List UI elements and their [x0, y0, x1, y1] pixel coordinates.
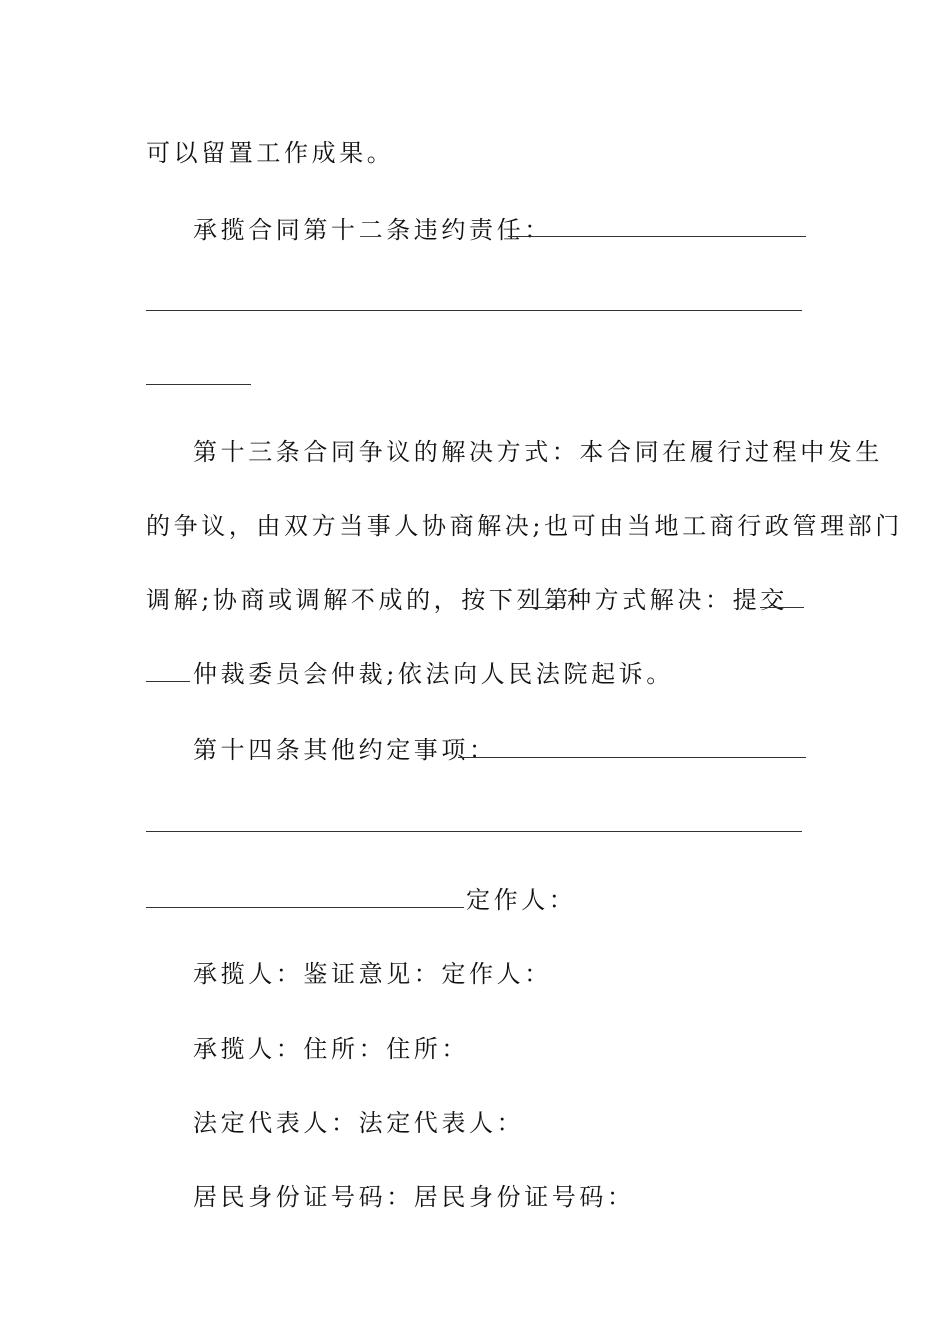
- blank-method-number[interactable]: [520, 607, 564, 608]
- article-13-line-4: [193, 659, 674, 689]
- signature-text-4: 居民身份证号码：居民身份证号码：: [193, 1183, 635, 1211]
- signature-line-4: [193, 1182, 635, 1212]
- article-13-text-2: 的争议，由双方当事人协商解决;也可由当地工商行政管理部门: [146, 512, 903, 540]
- article-13-line-3b: [567, 585, 788, 615]
- article-13-text-3b: 种方式解决：提交: [567, 586, 788, 614]
- signature-text-2: 承揽人：住所：住所：: [193, 1035, 469, 1063]
- blank-other-3[interactable]: [146, 907, 464, 908]
- signature-text-3: 法定代表人：法定代表人：: [193, 1109, 525, 1137]
- blank-liability-3[interactable]: [146, 384, 251, 385]
- signature-line-1: [193, 959, 552, 989]
- blank-other-2[interactable]: [146, 831, 802, 832]
- blank-other-1[interactable]: [458, 757, 806, 758]
- article-13-line-3: [146, 585, 572, 615]
- signature-line-2: [193, 1034, 469, 1064]
- text-lien: 可以留置工作成果。: [146, 139, 395, 167]
- article-13-text-1: 第十三条合同争议的解决方式：本合同在履行过程中发生: [193, 438, 883, 466]
- paragraph-lien: [146, 138, 394, 168]
- article-14-other: [193, 735, 497, 765]
- article-12-label: 承揽合同第十二条违约责任：: [193, 216, 552, 244]
- blank-arbitration-1[interactable]: [760, 607, 804, 608]
- blank-liability-1[interactable]: [508, 236, 806, 237]
- article-13-text-4: 仲裁委员会仲裁;依法向人民法院起诉。: [193, 660, 674, 688]
- customer-label: 定作人：: [466, 886, 577, 914]
- blank-arbitration-2[interactable]: [146, 681, 190, 682]
- signature-line-3: [193, 1108, 524, 1138]
- article-13-line-1: [193, 437, 883, 467]
- article-14-label: 第十四条其他约定事项：: [193, 736, 497, 764]
- article-14-suffix: [466, 885, 576, 915]
- signature-text-1: 承揽人：鉴证意见：定作人：: [193, 960, 552, 988]
- article-13-line-2: [146, 511, 903, 541]
- blank-liability-2[interactable]: [146, 310, 802, 311]
- article-13-text-3a: 调解;协商或调解不成的，按下列第: [146, 586, 572, 614]
- article-12-liability: [193, 215, 552, 245]
